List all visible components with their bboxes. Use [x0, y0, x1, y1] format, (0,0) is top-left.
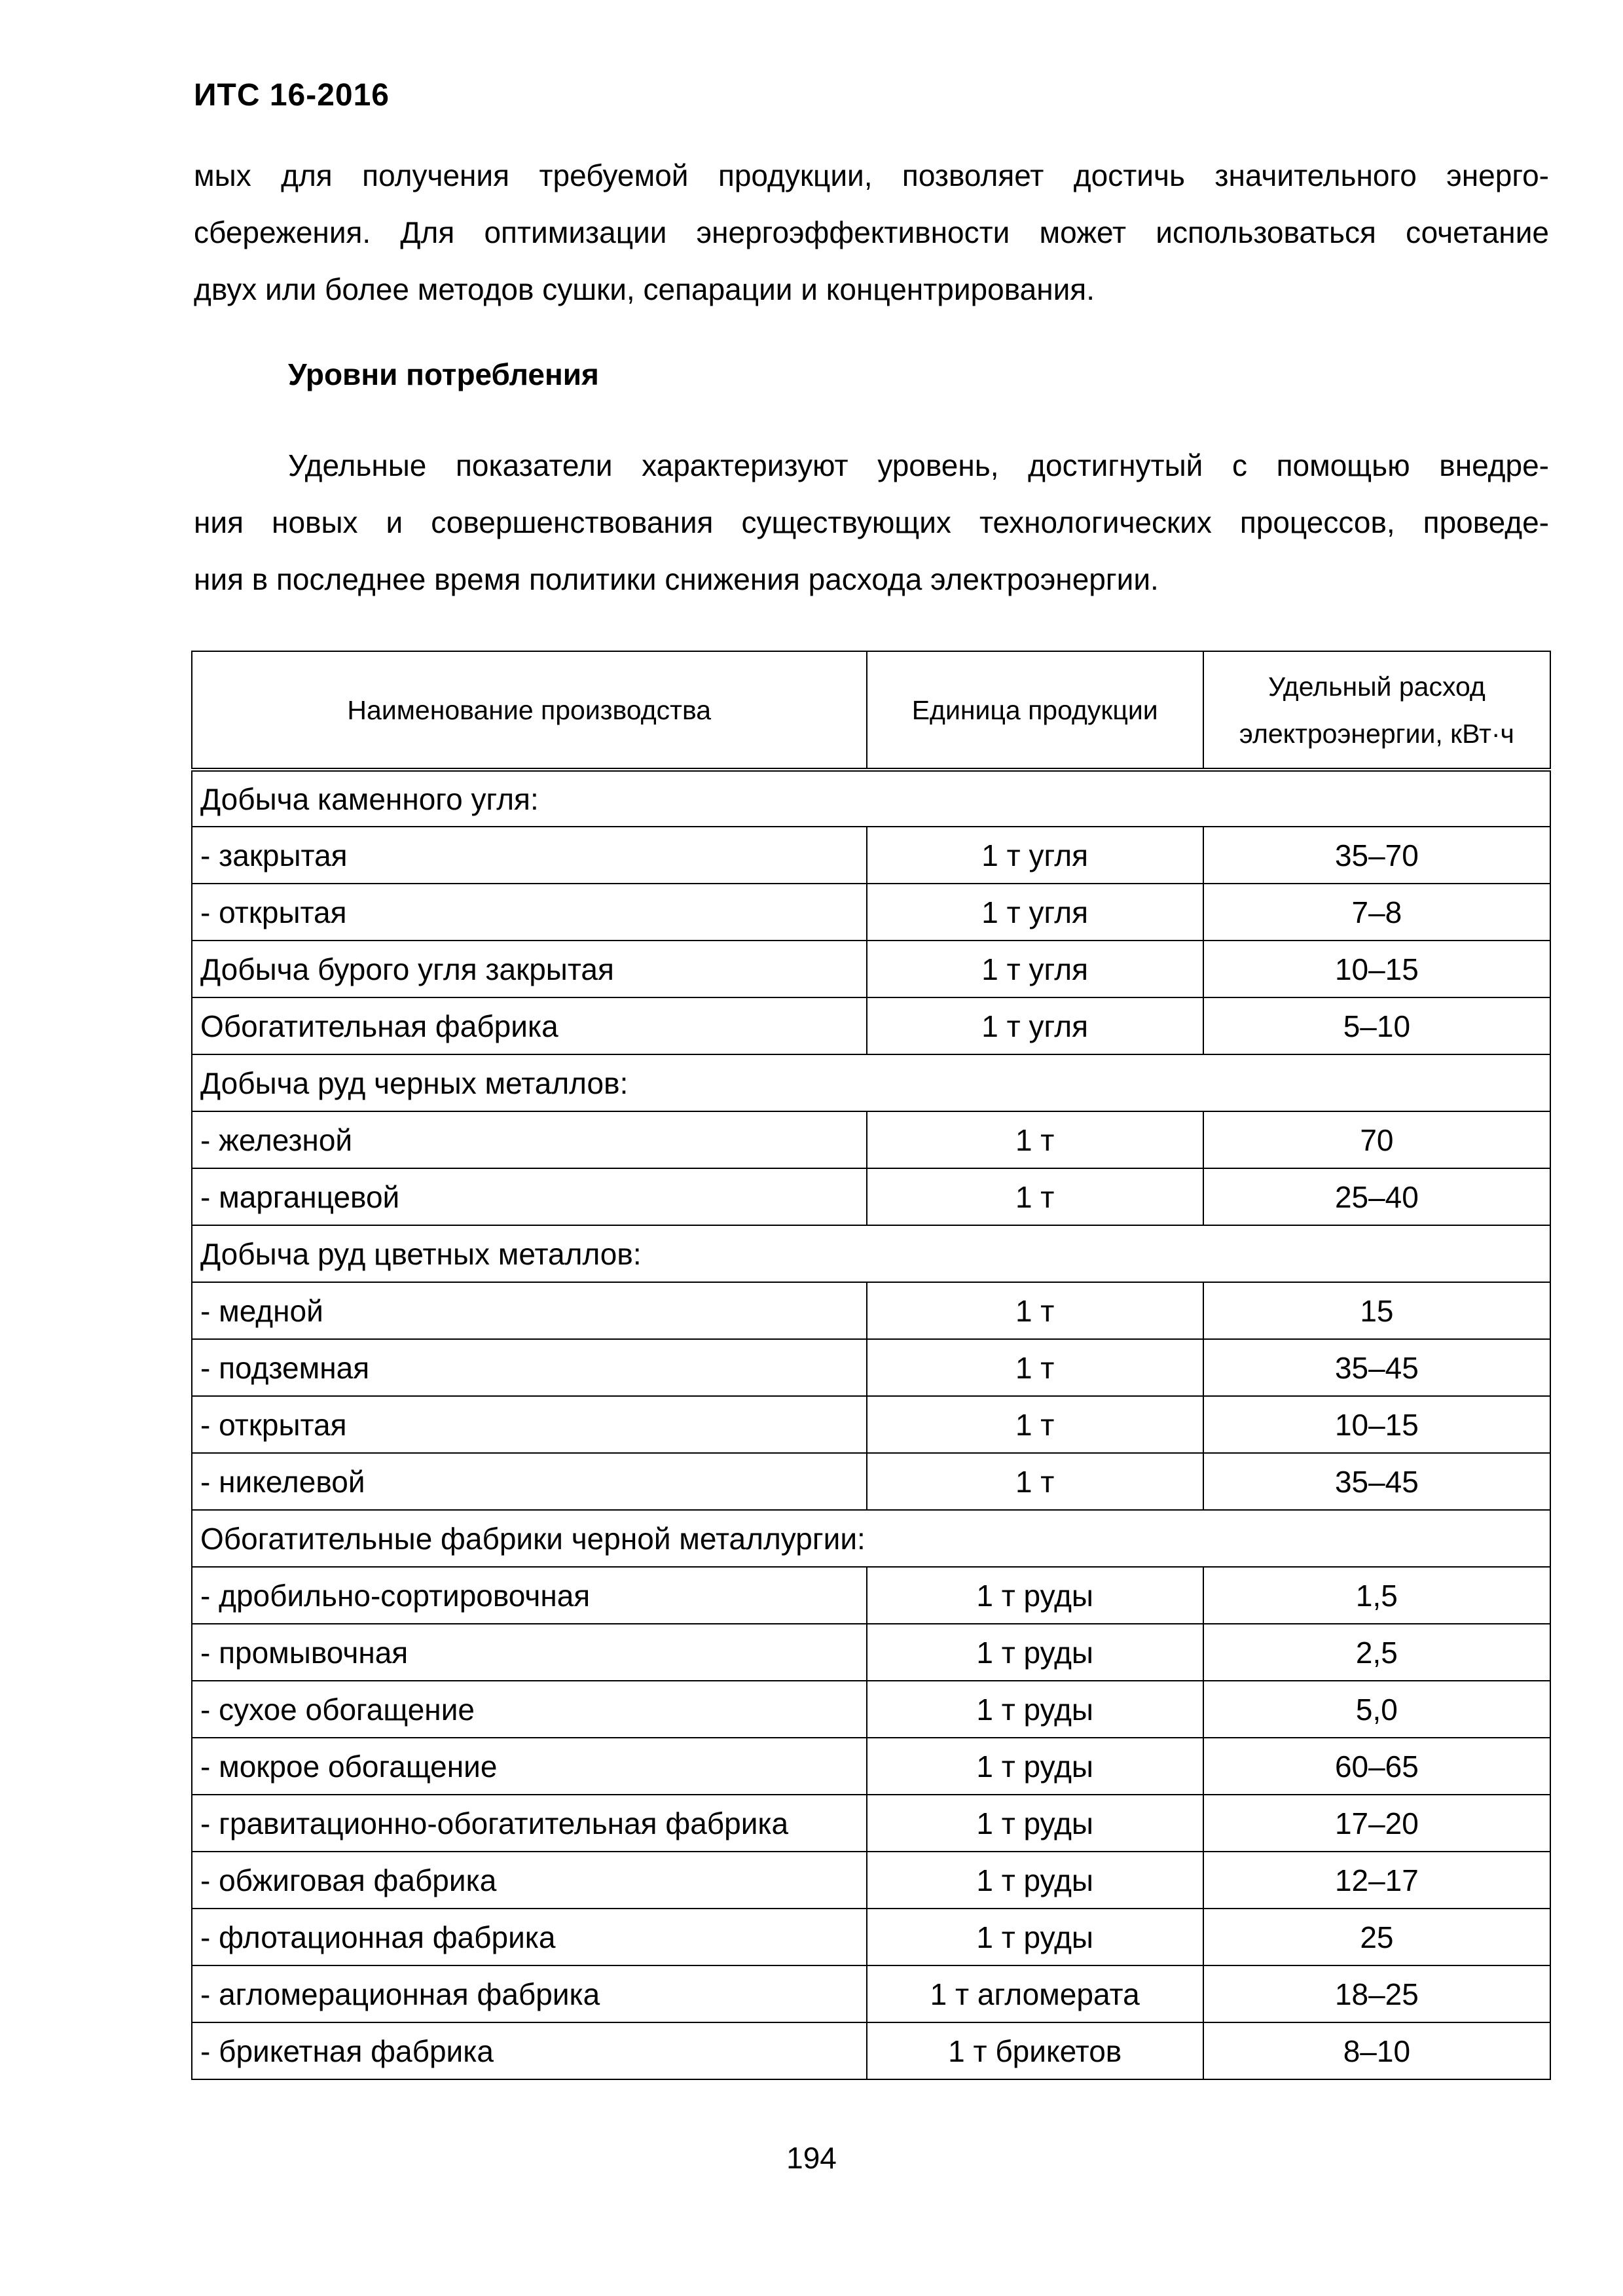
table-group-row	[192, 1510, 1550, 1567]
production-name: Обогатительная фабрика	[192, 997, 867, 1054]
table-row	[192, 1965, 1550, 2022]
table-group-row	[192, 1054, 1550, 1111]
production-unit: 1 т угля	[867, 997, 1203, 1054]
production-name: - брикетная фабрика	[192, 2022, 867, 2079]
consumption-value: 70	[1203, 1111, 1550, 1168]
header-consumption-line2: электроэнергии, кВт·ч	[1239, 718, 1514, 749]
description-line: Удельные показатели характеризуют уровень, достигнутый с помощью внедре-	[288, 448, 1549, 482]
consumption-value: 35–45	[1203, 1339, 1550, 1396]
group-label: Добыча руд черных металлов:	[192, 1054, 1550, 1111]
production-name: - подземная	[192, 1339, 867, 1396]
description-line: ния в последнее время политики снижения расхода электроэнергии.	[194, 562, 1159, 596]
intro-line: мых для получения требуемой продукции, позволяет достичь значительного энерго-	[194, 158, 1549, 192]
table-group-row	[192, 770, 1550, 827]
consumption-value: 60–65	[1203, 1738, 1550, 1795]
table-row	[192, 1738, 1550, 1795]
table-body	[192, 770, 1550, 2079]
production-name: Добыча бурого угля закрытая	[192, 941, 867, 997]
production-unit: 1 т руды	[867, 1795, 1203, 1852]
section-heading: Уровни потребления	[288, 357, 599, 391]
production-unit: 1 т	[867, 1453, 1203, 1510]
production-name: - сухое обогащение	[192, 1681, 867, 1738]
document-code: ИТС 16-2016	[194, 78, 390, 113]
table-row	[192, 1111, 1550, 1168]
consumption-value: 10–15	[1203, 941, 1550, 997]
production-name: - обжиговая фабрика	[192, 1852, 867, 1909]
production-unit: 1 т	[867, 1111, 1203, 1168]
table-header-row	[192, 651, 1550, 770]
page-number: 194	[786, 2141, 837, 2175]
group-label: Обогатительные фабрики черной металлургии:	[192, 1510, 1550, 1567]
production-name: - флотационная фабрика	[192, 1909, 867, 1965]
production-unit: 1 т угля	[867, 884, 1203, 941]
production-unit: 1 т угля	[867, 941, 1203, 997]
consumption-value: 25–40	[1203, 1168, 1550, 1225]
consumption-value: 2,5	[1203, 1624, 1550, 1681]
production-name: - промывочная	[192, 1624, 867, 1681]
table-row	[192, 1339, 1550, 1396]
consumption-value: 35–45	[1203, 1453, 1550, 1510]
table-row	[192, 1795, 1550, 1852]
table-row	[192, 941, 1550, 997]
production-name: - открытая	[192, 1396, 867, 1453]
production-unit: 1 т руды	[867, 1909, 1203, 1965]
consumption-value: 7–8	[1203, 884, 1550, 941]
consumption-value: 35–70	[1203, 827, 1550, 884]
production-unit: 1 т	[867, 1282, 1203, 1339]
production-unit: 1 т агломерата	[867, 1965, 1203, 2022]
production-unit: 1 т	[867, 1339, 1203, 1396]
production-unit: 1 т	[867, 1396, 1203, 1453]
table-row	[192, 2022, 1550, 2079]
group-label: Добыча руд цветных металлов:	[192, 1225, 1550, 1282]
table-row	[192, 1852, 1550, 1909]
table-row	[192, 1453, 1550, 1510]
production-name: - медной	[192, 1282, 867, 1339]
intro-line: двух или более методов сушки, сепарации и концентрирования.	[194, 272, 1095, 306]
production-name: - агломерационная фабрика	[192, 1965, 867, 2022]
header-consumption	[1203, 651, 1550, 770]
production-unit: 1 т руды	[867, 1852, 1203, 1909]
production-name: - марганцевой	[192, 1168, 867, 1225]
consumption-value: 5–10	[1203, 997, 1550, 1054]
production-unit: 1 т руды	[867, 1738, 1203, 1795]
production-name: - открытая	[192, 884, 867, 941]
header-consumption-line1: Удельный расход	[1267, 671, 1486, 702]
production-name: - дробильно-сортировочная	[192, 1567, 867, 1624]
production-unit: 1 т угля	[867, 827, 1203, 884]
production-name: - закрытая	[192, 827, 867, 884]
consumption-value: 15	[1203, 1282, 1550, 1339]
table-row	[192, 884, 1550, 941]
consumption-value: 12–17	[1203, 1852, 1550, 1909]
production-name: - гравитационно-обогатительная фабрика	[192, 1795, 867, 1852]
intro-paragraph	[194, 147, 1549, 318]
production-name: - железной	[192, 1111, 867, 1168]
consumption-value: 8–10	[1203, 2022, 1550, 2079]
table-group-row	[192, 1225, 1550, 1282]
table-row	[192, 1909, 1550, 1965]
production-unit: 1 т брикетов	[867, 2022, 1203, 2079]
table-row	[192, 827, 1550, 884]
production-name: - никелевой	[192, 1453, 867, 1510]
table-row	[192, 997, 1550, 1054]
group-label: Добыча каменного угля:	[192, 770, 1550, 827]
description-line: ния новых и совершенствования существующих технологических процессов, проведе-	[194, 505, 1549, 539]
production-unit: 1 т руды	[867, 1567, 1203, 1624]
table-row	[192, 1624, 1550, 1681]
consumption-value: 25	[1203, 1909, 1550, 1965]
production-name: - мокрое обогащение	[192, 1738, 867, 1795]
table-row	[192, 1168, 1550, 1225]
intro-line: сбережения. Для оптимизации энергоэффективности может использоваться сочетание	[194, 215, 1549, 249]
energy-consumption-table	[191, 651, 1551, 2080]
consumption-value: 18–25	[1203, 1965, 1550, 2022]
consumption-value: 1,5	[1203, 1567, 1550, 1624]
table-row	[192, 1282, 1550, 1339]
consumption-value: 17–20	[1203, 1795, 1550, 1852]
header-unit: Единица продукции	[867, 651, 1203, 770]
table-row	[192, 1681, 1550, 1738]
production-unit: 1 т руды	[867, 1624, 1203, 1681]
header-production: Наименование производства	[192, 651, 867, 770]
table-row	[192, 1396, 1550, 1453]
consumption-value: 5,0	[1203, 1681, 1550, 1738]
consumption-value: 10–15	[1203, 1396, 1550, 1453]
production-unit: 1 т руды	[867, 1681, 1203, 1738]
production-unit: 1 т	[867, 1168, 1203, 1225]
description-paragraph	[194, 437, 1549, 608]
table-row	[192, 1567, 1550, 1624]
